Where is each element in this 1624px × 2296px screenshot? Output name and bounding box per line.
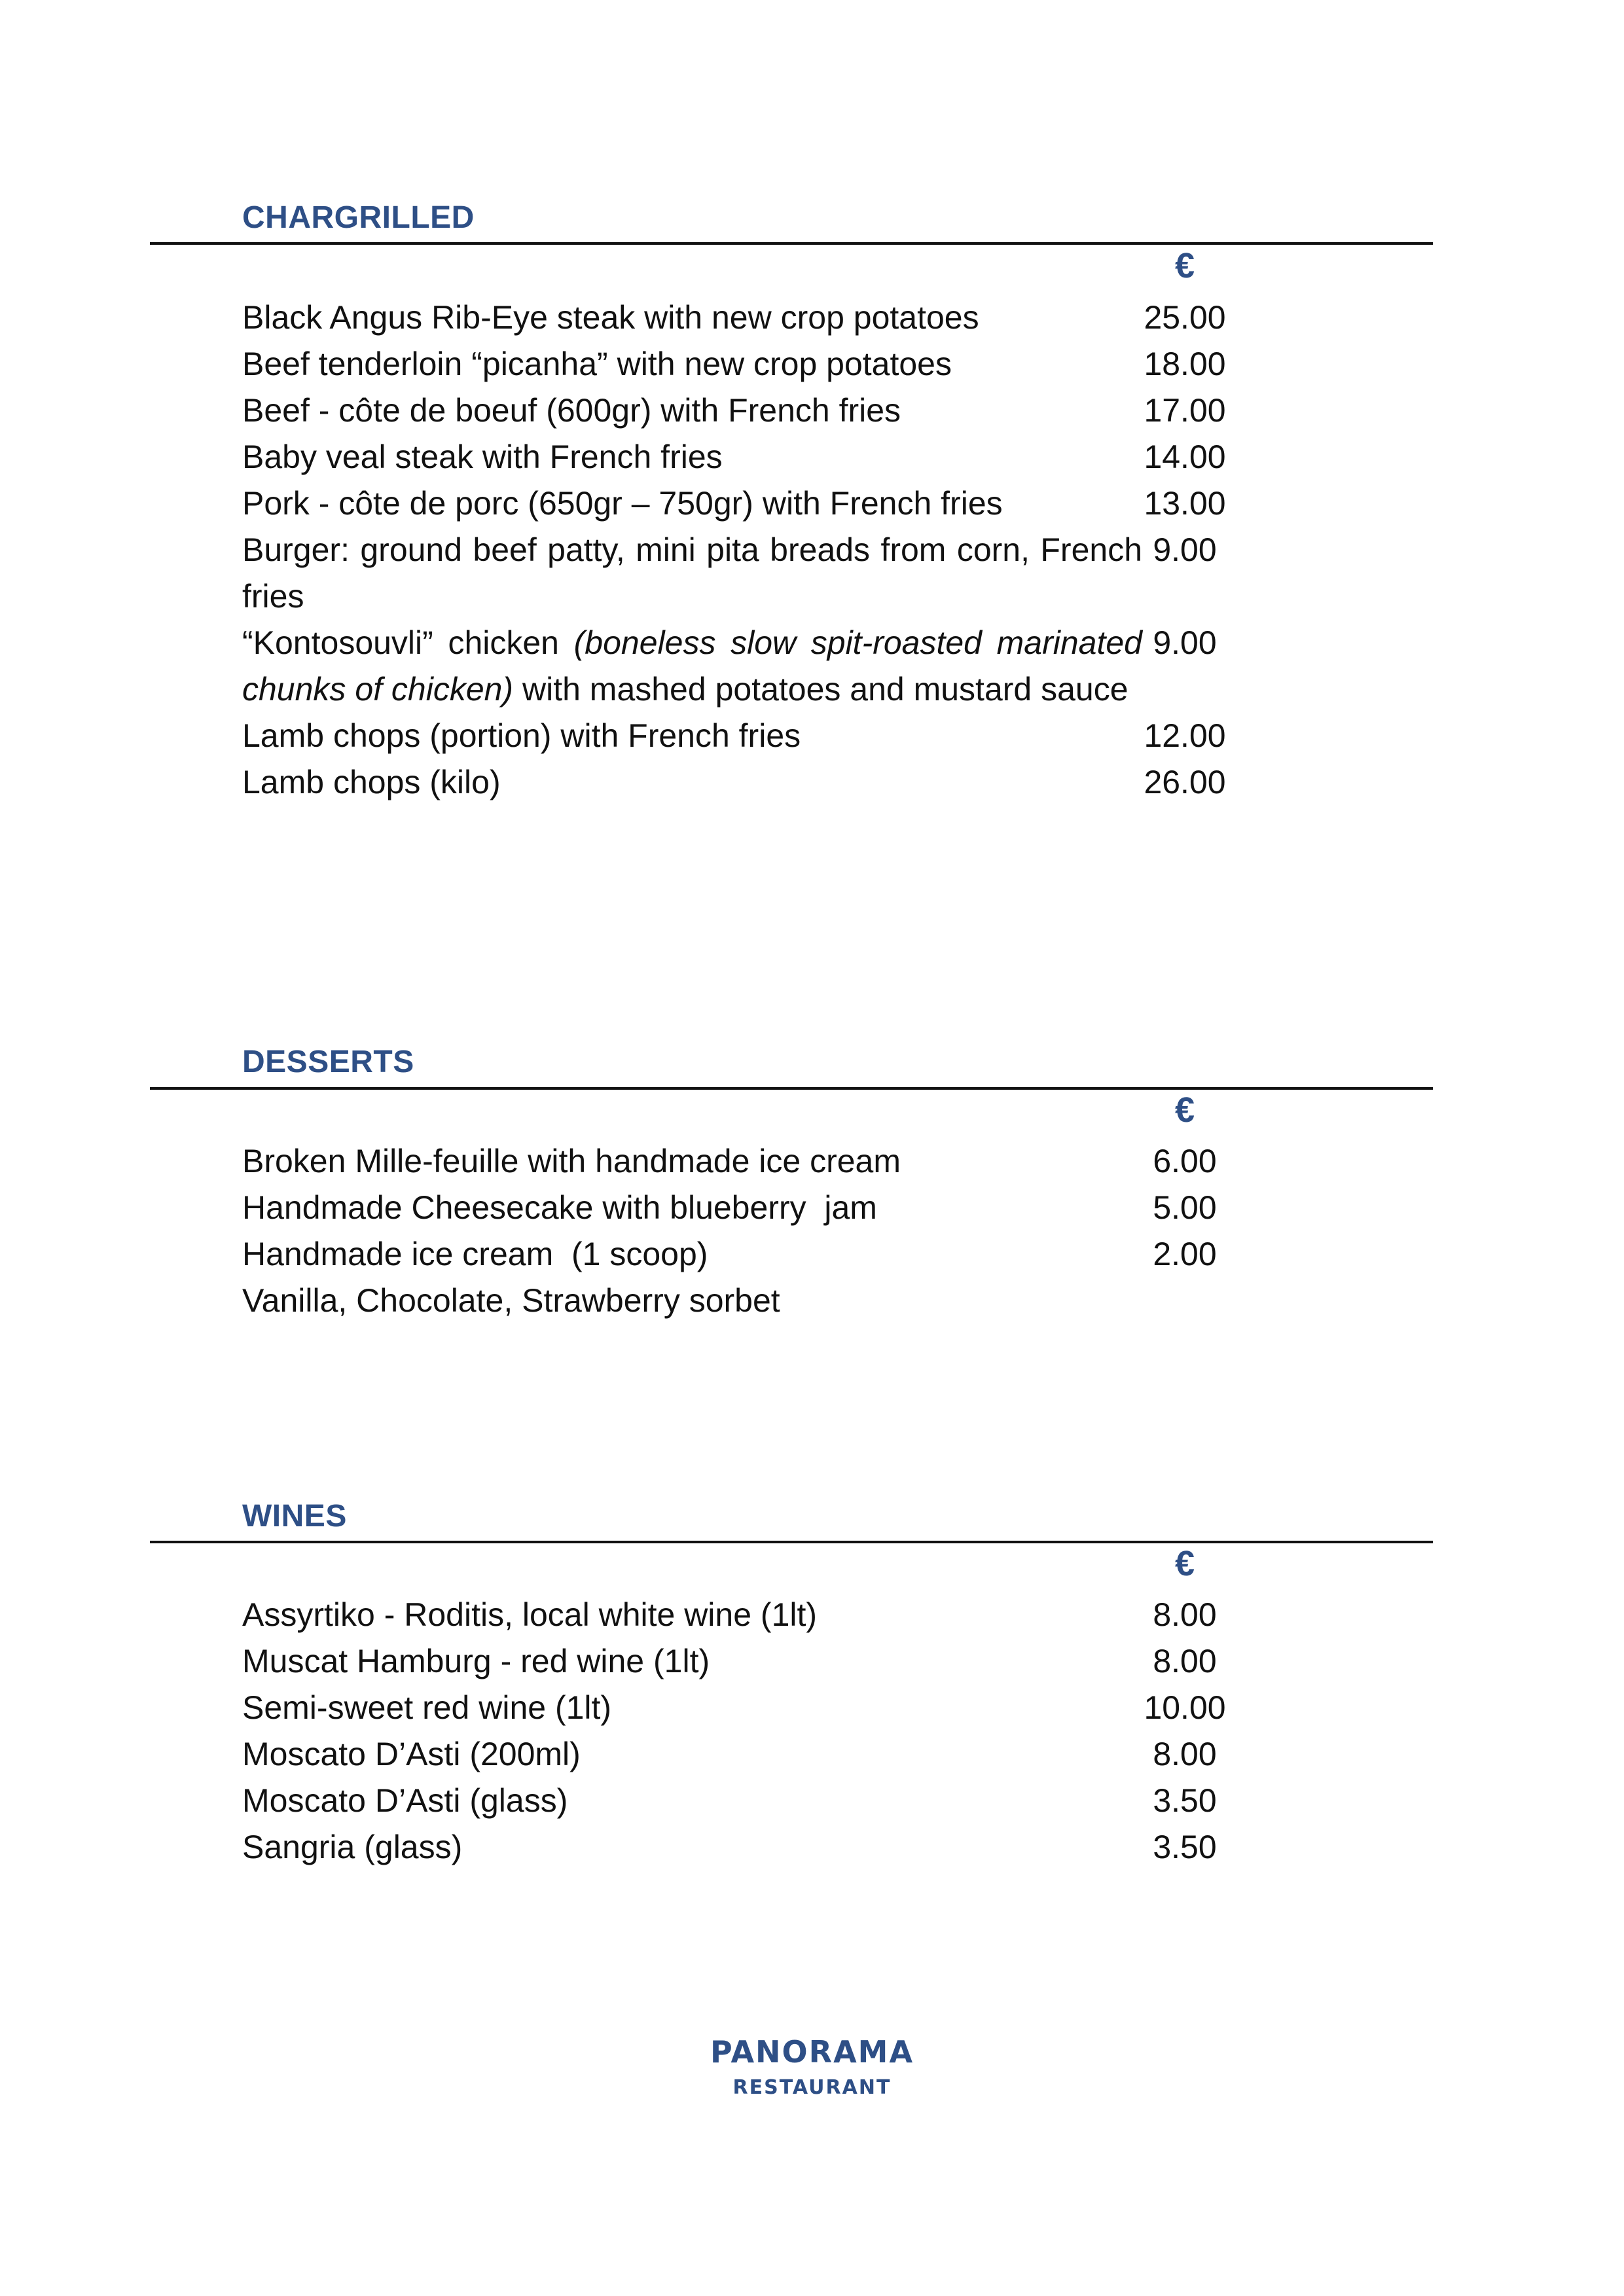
item-name: Lamb chops (kilo) (242, 764, 501, 800)
item-price: 12.00 (1144, 717, 1226, 754)
item-name (242, 620, 1142, 713)
item-price: 26.00 (1144, 764, 1226, 800)
item-price: 10.00 (1144, 1689, 1226, 1726)
item-price: 8.00 (1153, 1596, 1217, 1633)
menu-item (242, 759, 1257, 806)
currency-header: € (1174, 1544, 1195, 1583)
item-name: Pork - côte de porc (650gr – 750gr) with French fries (242, 485, 1003, 522)
item-price: 25.00 (1144, 299, 1226, 336)
item-name: Black Angus Rib-Eye steak with new crop potatoes (242, 299, 979, 336)
item-name: Beef tenderloin “picanha” with new crop potatoes (242, 346, 952, 382)
currency-header: € (1174, 246, 1195, 285)
menu-item (242, 341, 1257, 387)
item-name: Moscato D’Asti (200ml) (242, 1736, 581, 1772)
item-price: 3.50 (1153, 1782, 1217, 1819)
menu-item (242, 295, 1257, 341)
item-name: Burger: ground beef patty, mini pita breads from corn, French fries (242, 531, 1142, 615)
item-name: Sangria (glass) (242, 1829, 463, 1865)
logo-subtitle: RESTAURANT (732, 2076, 892, 2099)
desserts-list (242, 1138, 1257, 1324)
item-price: 13.00 (1144, 485, 1226, 522)
section-title-desserts: DESSERTS (242, 1045, 414, 1079)
item-name: Handmade Cheesecake with blueberry jam (242, 1189, 877, 1226)
section-divider (150, 242, 1433, 245)
item-name-description: (boneless slow spit-roasted marinated chunks of chicken) (242, 624, 1142, 708)
item-name: Semi-sweet red wine (1lt) (242, 1689, 612, 1726)
menu-item (242, 480, 1257, 527)
menu-item (242, 434, 1257, 480)
item-name: Assyrtiko - Roditis, local white wine (1lt) (242, 1596, 818, 1633)
ice-cream-flavors-note: Vanilla, Chocolate, Strawberry sorbet (242, 1282, 780, 1319)
item-price: 5.00 (1153, 1189, 1217, 1226)
menu-item (242, 527, 1257, 620)
item-name: Broken Mille-feuille with handmade ice cream (242, 1143, 901, 1179)
item-price: 18.00 (1144, 346, 1226, 382)
menu-item (242, 1138, 1257, 1185)
menu-item (242, 1638, 1257, 1685)
wines-list (242, 1592, 1257, 1871)
item-name: Handmade ice cream (1 scoop) (242, 1236, 708, 1272)
section-title-wines: WINES (242, 1499, 347, 1534)
chargrilled-list (242, 295, 1257, 806)
item-price: 9.00 (1153, 531, 1217, 568)
item-name: Lamb chops (portion) with French fries (242, 717, 801, 754)
currency-header: € (1174, 1090, 1195, 1130)
menu-item (242, 1185, 1257, 1231)
menu-item (242, 1592, 1257, 1638)
item-price: 14.00 (1144, 439, 1226, 475)
menu-item (242, 620, 1257, 713)
item-price: 8.00 (1153, 1736, 1217, 1772)
menu-item (242, 1824, 1257, 1871)
item-price: 9.00 (1153, 624, 1217, 661)
item-price: 2.00 (1153, 1236, 1217, 1272)
section-title-chargrilled: CHARGRILLED (242, 200, 475, 235)
menu-item (242, 1231, 1257, 1278)
item-name: Baby veal steak with French fries (242, 439, 723, 475)
item-name: Muscat Hamburg - red wine (1lt) (242, 1643, 710, 1679)
item-price: 17.00 (1144, 392, 1226, 429)
menu-item (242, 1731, 1257, 1778)
menu-item (242, 1778, 1257, 1824)
logo-name: PANORAMA (710, 2034, 914, 2070)
item-name: Beef - côte de boeuf (600gr) with French fries (242, 392, 901, 429)
item-name: Moscato D’Asti (glass) (242, 1782, 568, 1819)
item-name-start: “Kontosouvli” chicken (242, 624, 574, 661)
item-price: 8.00 (1153, 1643, 1217, 1679)
menu-item (242, 1685, 1257, 1731)
menu-item (242, 387, 1257, 434)
item-price: 6.00 (1153, 1143, 1217, 1179)
item-name-end: with mashed potatoes and mustard sauce (513, 671, 1128, 708)
menu-item (242, 713, 1257, 759)
item-price: 3.50 (1153, 1829, 1217, 1865)
